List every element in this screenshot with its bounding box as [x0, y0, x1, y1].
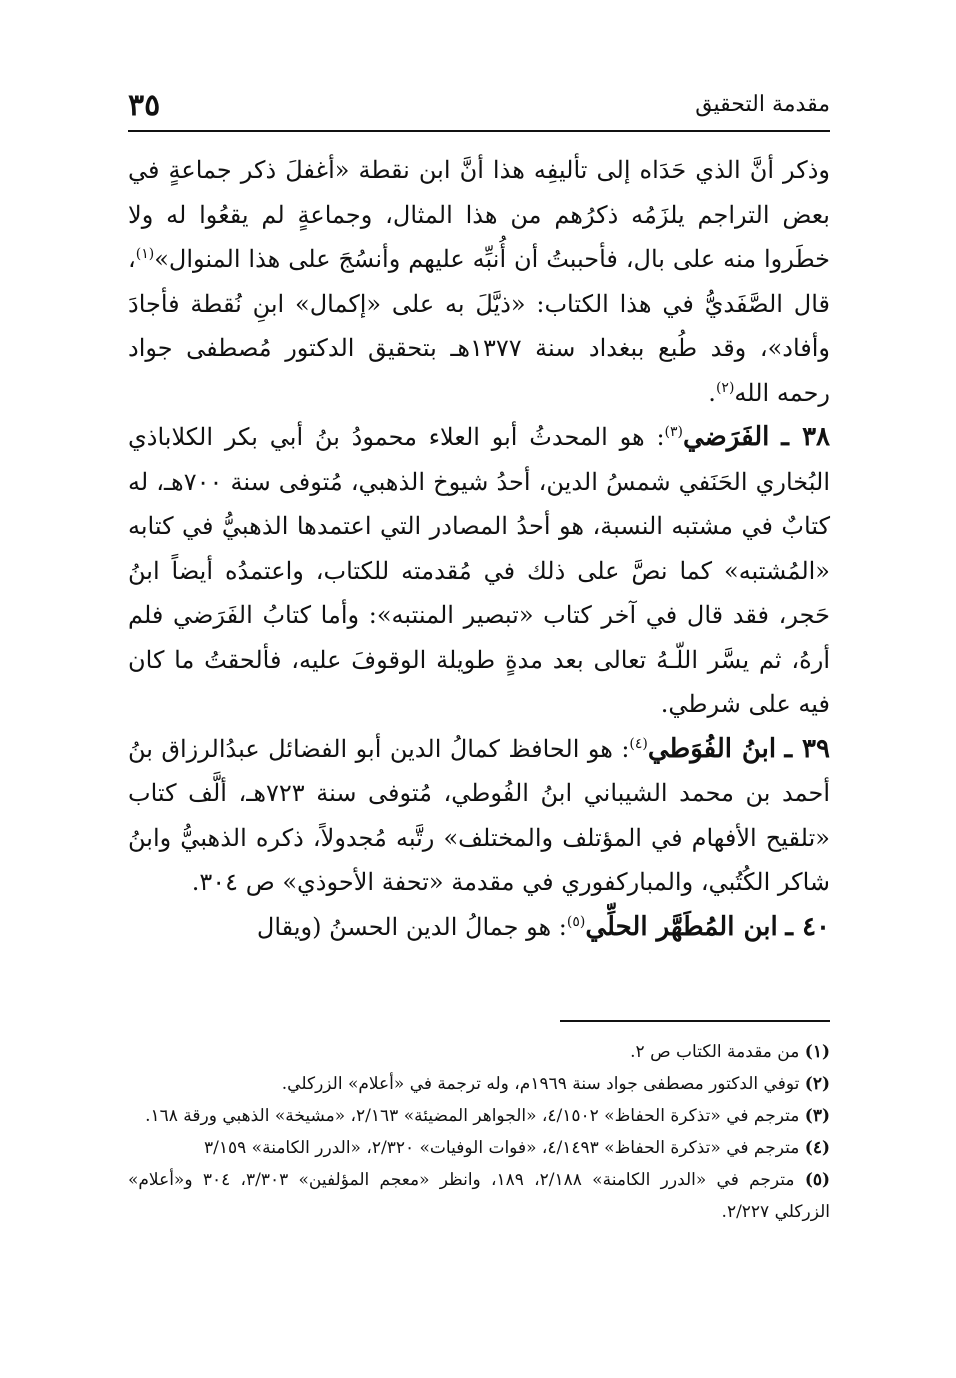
paragraph-intro — [128, 148, 830, 415]
footnote-number: (٤) — [804, 1138, 830, 1158]
footnote-2 — [128, 1068, 830, 1100]
footnote-number: (١) — [804, 1042, 830, 1062]
entry-name: الفَرَضي — [683, 422, 770, 452]
entry-39 — [128, 727, 830, 905]
footnote-3 — [128, 1100, 830, 1132]
footnote-number: (٥) — [804, 1170, 831, 1190]
paragraph-text: وذكر أنَّ الذي حَدَاه إلى تأليفِه هذا أنَّ ابن نقطة «أغفلَ ذكر جماعةٍ في بعض التراجم يلزَمُه ذكرُهم من هذا المثال، وجماعةٍ لم يقعُوا له ولا خطَروا منه على بال، فأحببتُ أن أُنبِّه عليهم وأنسُجَ على هذا المنوال» — [128, 156, 830, 273]
entry-40 — [128, 905, 830, 950]
footnote-ref: (١) — [135, 246, 155, 262]
footnote-rule — [560, 1020, 830, 1022]
footnote-1 — [128, 1036, 830, 1068]
footnote-5 — [128, 1164, 830, 1228]
entry-name: ابن المُطَهَّر الحلِّي — [585, 911, 778, 942]
footnote-ref: (٥) — [566, 913, 586, 930]
entry-text: : هو جمالُ الدين الحسنُ (ويقال — [256, 912, 567, 941]
footnotes — [128, 1036, 830, 1228]
entry-number: ٤٠ ـ — [785, 911, 830, 942]
entry-number: ٣٩ ـ — [784, 733, 830, 764]
footnote-ref: (٤) — [629, 735, 648, 752]
running-title: مقدمة التحقيق — [695, 92, 830, 117]
footnote-ref: (٢) — [715, 379, 735, 396]
paragraph-text: ، قال الصَّفَديُّ في هذا الكتاب: «ذيَّلَ به على «إكمال» ابنِ نُقطة فأجادَ وأفاد»، وقد طُبع ببغداد سنة ١٣٧٧هـ بتحقيق الدكتور مُصطفى جواد رحمه الله — [128, 245, 830, 407]
paragraph-text: . — [708, 378, 716, 407]
entry-number: ٣٨ ـ — [781, 422, 830, 452]
main-text — [128, 148, 830, 949]
entry-text: : هو المحدثُ أبو العلاء محمودُ بنُ أبي بكر الكلاباذي البُخاري الحَنَفي شمسُ الدين، أحدُ شيوخ الذهبي، مُتوفى سنة ٧٠٠هـ، له كتابٌ في مشتبه النسبة، هو أحدُ المصادر التي اعتمدها الذهبيُّ في كتابه «المُشتبه» كما نصَّ على ذلك في مُقدمته للكتاب، واعتمدُه أيضاً ابنُ حَجر، فقد قال في آخر كتاب «تبصير المنتبه»: وأما كتابُ الفَرَضي فلم أرهُ، ثم يسَّر اللّـهُ تعالى بعد مدةٍ طويلة الوقوفَ عليه، فألحقتُ ما كان فيه على شرطي. — [128, 423, 830, 718]
entry-name: ابنُ الفُوَطي — [647, 733, 777, 764]
entry-text: : هو الحافظ كمالُ الدين أبو الفضائل عبدُالرزاق بنُ أحمد بن محمد الشيباني ابنُ الفُوطي، مُتوفى سنة ٧٢٣هـ، ألَّف كتاب «تلقيح الأفهام في المؤتلف والمختلف» رتَّبه مُجدولاً، ذكره الذهبيُّ وابنُ شاكر الكُتُبي، والمباركفوري في مقدمة «تحفة الأحوذي» ص ٣٠٤. — [128, 734, 831, 896]
page-header — [128, 80, 830, 128]
footnote-4 — [128, 1132, 830, 1164]
footnote-text: مترجم في «تذكرة الحفاظ» ٤/١٥٠٢، «الجواهر المضيئة» ٢/١٦٣، «مشيخة» الذهبي ورقة ١٦٨. — [145, 1106, 800, 1126]
footnote-ref: (٣) — [664, 424, 684, 440]
footnote-number: (٢) — [804, 1074, 830, 1094]
footnote-text: توفي الدكتور مصطفى جواد سنة ١٩٦٩م، وله ترجمة في «أعلام» الزركلي. — [281, 1074, 800, 1094]
footnote-number: (٣) — [804, 1106, 830, 1126]
page-number: ٣٥ — [128, 88, 161, 123]
footnote-text: مترجم في «الدرر الكامنة» ٢/١٨٨، ١٨٩، وانظر «معجم المؤلفين» ٣/٣٠٣، ٣٠٤ و«أعلام» الزركلي ٢/٢٢٧. — [128, 1170, 830, 1222]
header-rule — [128, 130, 830, 132]
footnote-text: من مقدمة الكتاب ص ٢. — [630, 1042, 800, 1062]
entry-38 — [128, 415, 830, 727]
footnote-text: مترجم في «تذكرة الحفاظ» ٤/١٤٩٣، «فوات الوفيات» ٢/٣٢٠، «الدرر الكامنة» ٣/١٥٩ — [204, 1138, 800, 1158]
